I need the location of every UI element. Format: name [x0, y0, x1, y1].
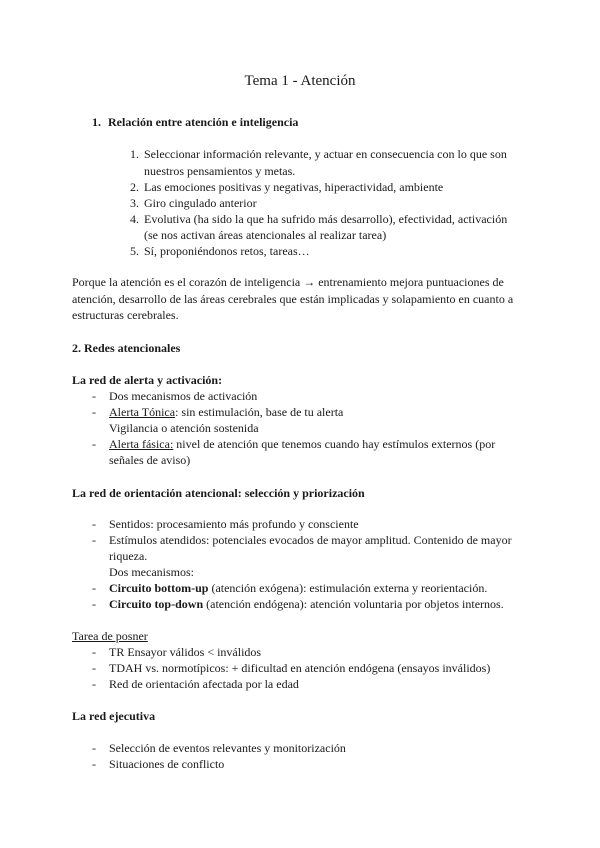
list-item: Dos mecanismos de activación — [109, 389, 258, 403]
list-item-number: 3. — [130, 196, 139, 210]
section2-heading: 2. Redes atencionales — [72, 341, 181, 355]
list-item: TDAH vs. normotípicos: + dificultad en atención endógena (ensayos inválidos) — [109, 661, 491, 675]
paragraph-line: estructuras cerebrales. — [72, 308, 179, 322]
list-item — [109, 436, 495, 453]
list-item — [109, 580, 487, 597]
list-item: Sí, proponiéndonos retos, tareas… — [144, 244, 310, 258]
bullet-dash: - — [92, 757, 96, 771]
bullet-dash: - — [92, 405, 96, 419]
alerta-heading: La red de alerta y activación: — [72, 373, 223, 387]
section1-heading: Relación entre atención e inteligencia — [108, 115, 299, 129]
section1-number: 1. — [92, 115, 101, 129]
bullet-dash: - — [92, 597, 96, 611]
ejecutiva-heading: La red ejecutiva — [72, 709, 156, 723]
term-definition: nivel de atención que tenemos cuando hay estímulos externos (por — [173, 437, 496, 451]
paragraph-line: atención, desarrollo de las áreas cerebrales que están implicadas y solapamiento en cuanto a — [72, 292, 514, 306]
list-item-number: 5. — [130, 244, 139, 258]
list-item: Selección de eventos relevantes y monitorización — [109, 741, 346, 755]
list-item: Giro cingulado anterior — [144, 196, 257, 210]
bullet-dash: - — [92, 581, 96, 595]
list-item-number: 1. — [130, 147, 139, 161]
list-item: Estímulos atendidos: potenciales evocados de mayor amplitud. Contenido de mayor — [109, 533, 512, 547]
list-item-continuation: señales de aviso) — [109, 453, 191, 467]
list-item: Red de orientación afectada por la edad — [109, 677, 299, 691]
bullet-dash: - — [92, 533, 96, 547]
bullet-dash: - — [92, 677, 96, 691]
bold-term: Circuito bottom-up — [109, 581, 209, 595]
bold-term: Circuito top-down — [109, 597, 204, 611]
orientacion-heading: La red de orientación atencional: selección y priorización — [72, 486, 365, 500]
list-item-number: 4. — [130, 212, 139, 226]
list-item: Seleccionar información relevante, y actuar en consecuencia con lo que son — [144, 147, 507, 161]
bullet-dash: - — [92, 517, 96, 531]
posner-heading: Tarea de posner — [72, 629, 148, 643]
list-item: Situaciones de conflicto — [109, 757, 225, 771]
list-item-continuation: nuestros pensamientos y metas. — [144, 164, 296, 178]
list-item-continuation: riqueza. — [109, 549, 148, 563]
page-title: Tema 1 - Atención — [244, 73, 356, 89]
list-item: Sentidos: procesamiento más profundo y consciente — [109, 517, 359, 531]
underlined-term: Alerta Tónica — [109, 405, 176, 419]
list-item-continuation: (se nos activan áreas atencionales al realizar tarea) — [144, 228, 387, 242]
list-item-continuation: Vigilancia o atención sostenida — [109, 421, 259, 435]
list-item-continuation: Dos mecanismos: — [109, 565, 194, 579]
bullet-dash: - — [92, 389, 96, 403]
term-definition: (atención exógena): estimulación externa y reorientación. — [208, 581, 488, 595]
list-item: TR Ensayor válidos < inválidos — [109, 645, 262, 659]
bullet-dash: - — [92, 661, 96, 675]
bullet-dash: - — [92, 645, 96, 659]
bullet-dash: - — [92, 437, 96, 451]
list-item — [109, 596, 504, 613]
paragraph-line: Porque la atención es el corazón de inteligencia → entrenamiento mejora puntuaciones de — [72, 275, 504, 289]
list-item: Las emociones positivas y negativas, hiperactividad, ambiente — [144, 180, 444, 194]
list-item — [109, 404, 343, 421]
list-item-number: 2. — [130, 180, 139, 194]
term-definition: (atención endógena): atención voluntaria por objetos internos. — [203, 597, 504, 611]
underlined-term: Alerta fásica: — [109, 437, 174, 451]
term-definition: : sin estimulación, base de tu alerta — [175, 405, 344, 419]
bullet-dash: - — [92, 741, 96, 755]
list-item: Evolutiva (ha sido la que ha sufrido más desarrollo), efectividad, activación — [144, 212, 508, 226]
